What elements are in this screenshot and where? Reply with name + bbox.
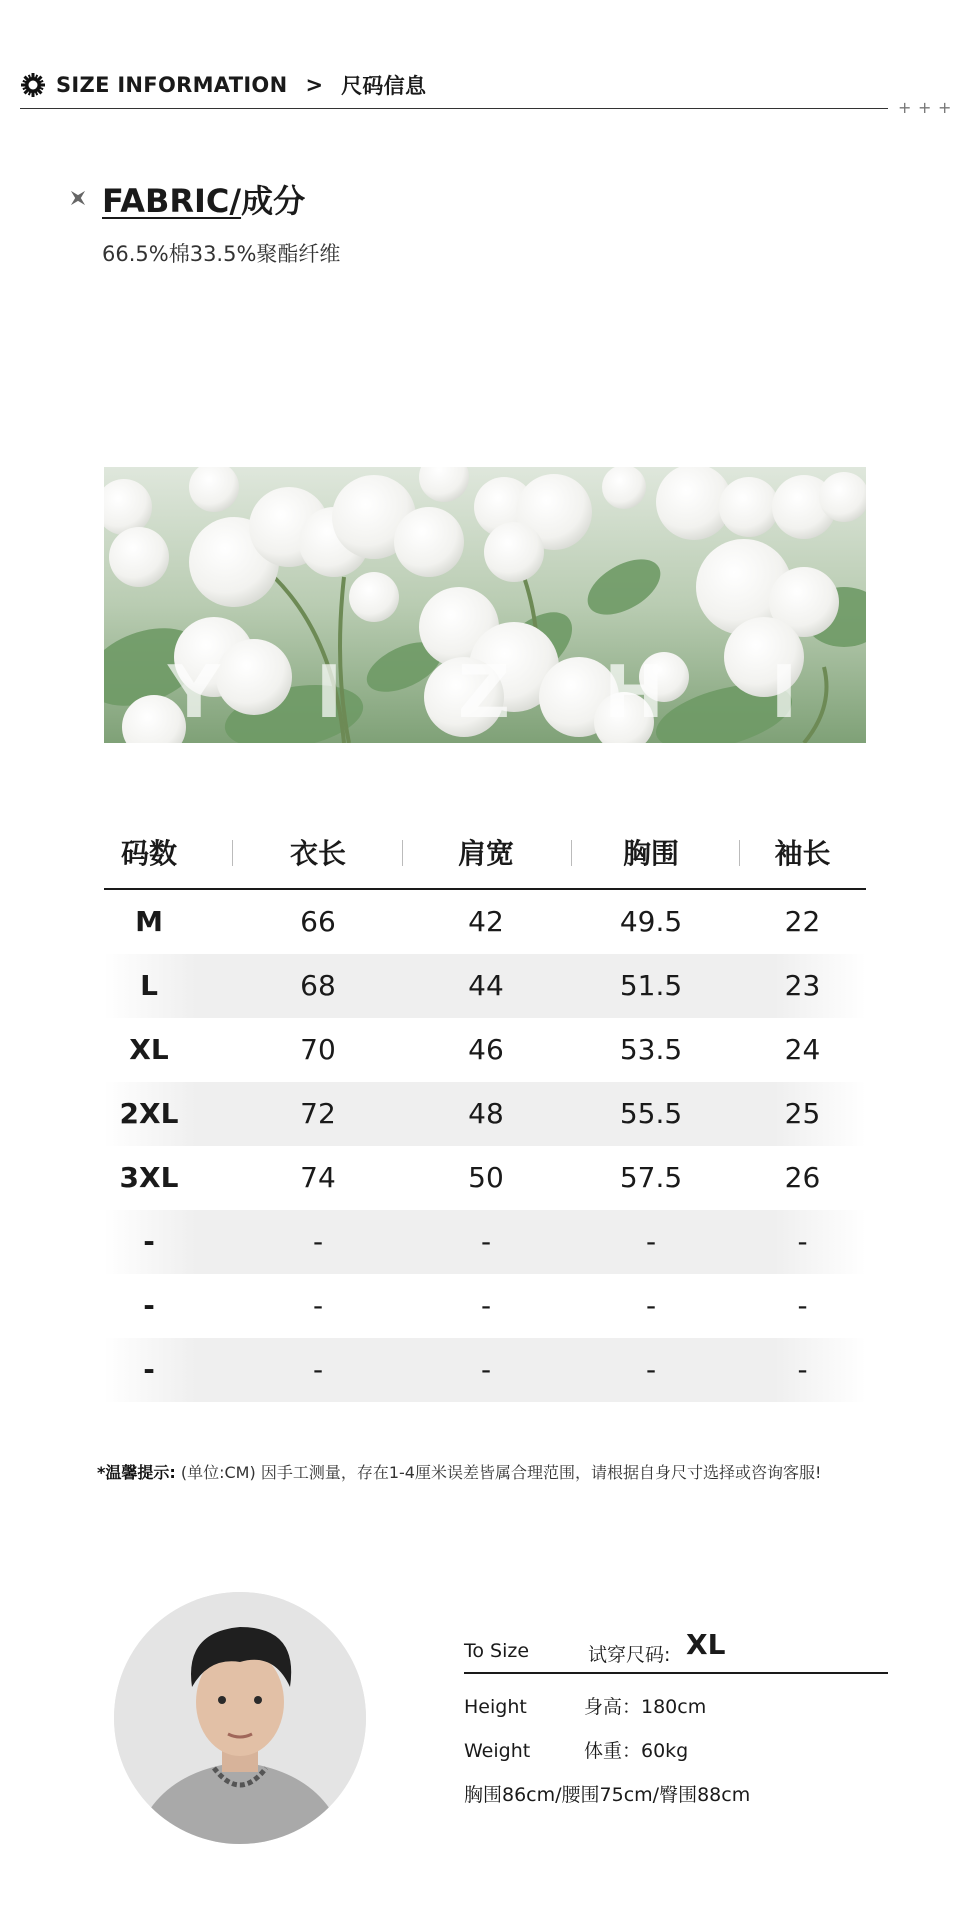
watermark-letter: Z <box>457 650 511 734</box>
star-icon <box>66 186 90 210</box>
col-header-length: 衣长 <box>289 837 346 870</box>
watermark-letter: H <box>603 650 665 734</box>
header-title-cn: 尺码信息 <box>341 74 427 98</box>
table-row <box>104 1018 866 1082</box>
cell-length: 74 <box>300 1161 336 1194</box>
cell-size: L <box>140 969 158 1002</box>
note-label: *温馨提示: <box>97 1463 176 1482</box>
gear-icon <box>20 72 46 98</box>
cell-size: 3XL <box>119 1161 179 1194</box>
cell-length: - <box>312 1289 324 1322</box>
fabric-title-en: FABRIC/ <box>102 182 242 220</box>
to-size-label: To Size <box>464 1640 530 1662</box>
cell-length: 70 <box>300 1033 336 1066</box>
table-row <box>104 1338 866 1402</box>
cell-shoulder: - <box>480 1225 492 1258</box>
cotton-field-image <box>104 467 866 743</box>
cell-shoulder: 48 <box>468 1097 504 1130</box>
model-avatar <box>114 1592 366 1844</box>
cell-size: - <box>143 1353 155 1386</box>
cell-shoulder: - <box>480 1353 492 1386</box>
col-header-size: 码数 <box>120 837 177 870</box>
cell-size: M <box>135 905 163 938</box>
table-row <box>104 1082 866 1146</box>
cell-sleeve: - <box>797 1353 808 1386</box>
cell-size: - <box>143 1289 155 1322</box>
header-separator <box>232 840 233 866</box>
cell-length: 66 <box>300 905 336 938</box>
try-size-label: 试穿尺码: <box>588 1644 671 1666</box>
cell-chest: - <box>645 1225 657 1258</box>
cell-shoulder: 42 <box>468 905 504 938</box>
cell-chest: 57.5 <box>619 1161 683 1194</box>
cell-length: 72 <box>300 1097 336 1130</box>
cell-shoulder: - <box>480 1289 492 1322</box>
table-row <box>104 1146 866 1210</box>
weight-row <box>464 1736 688 1763</box>
cell-sleeve: - <box>797 1289 808 1322</box>
try-size-value: XL <box>686 1628 726 1661</box>
cell-length: 68 <box>300 969 336 1002</box>
cell-length: - <box>312 1353 324 1386</box>
cell-shoulder: 46 <box>468 1033 504 1066</box>
header-divider <box>20 108 888 109</box>
weight-label: Weight <box>464 1740 531 1762</box>
section-header <box>20 70 426 100</box>
size-table <box>104 820 866 1402</box>
header-title-en: SIZE INFORMATION <box>56 73 288 97</box>
table-row <box>104 1210 866 1274</box>
fabric-title-cn: 成分 <box>241 182 306 220</box>
cell-chest: - <box>645 1353 657 1386</box>
cell-chest: 55.5 <box>619 1097 683 1130</box>
cell-size: 2XL <box>119 1097 179 1130</box>
measurements-row: 胸围86cm/腰围75cm/臀围88cm <box>464 1784 751 1806</box>
measurement-note <box>97 1460 821 1483</box>
cell-shoulder: 50 <box>468 1161 504 1194</box>
table-row <box>104 1274 866 1338</box>
header-separator: > <box>305 73 324 97</box>
try-size-row <box>464 1628 888 1674</box>
col-header-chest: 胸围 <box>622 837 679 870</box>
cell-sleeve: 24 <box>784 1033 821 1066</box>
plus-mark: + <box>898 98 912 117</box>
watermark-letter: Y <box>167 650 221 734</box>
watermark-letter: I <box>315 650 343 734</box>
plus-mark: + <box>918 98 932 117</box>
cell-sleeve: - <box>797 1225 808 1258</box>
cell-chest: 51.5 <box>619 969 683 1002</box>
col-header-sleeve: 袖长 <box>774 837 831 870</box>
height-value: 身高：180cm <box>584 1696 707 1718</box>
table-row <box>104 890 866 954</box>
fabric-title <box>102 176 305 222</box>
height-label: Height <box>464 1696 527 1718</box>
cell-chest: 49.5 <box>619 905 683 938</box>
table-body <box>104 890 866 1402</box>
cell-size: - <box>143 1225 155 1258</box>
weight-value: 体重：60kg <box>584 1740 689 1762</box>
cell-chest: 53.5 <box>619 1033 683 1066</box>
table-header <box>104 820 866 890</box>
cell-sleeve: 25 <box>784 1097 821 1130</box>
note-text: (单位:CM) 因手工测量，存在1-4厘米误差皆属合理范围，请根据自身尺寸选择或咨询客服! <box>180 1463 822 1482</box>
cell-sleeve: 26 <box>784 1161 821 1194</box>
cell-sleeve: 23 <box>784 969 821 1002</box>
cell-chest: - <box>645 1289 657 1322</box>
cell-sleeve: 22 <box>784 905 821 938</box>
fabric-composition: 66.5%棉33.5%聚酯纤维 <box>102 242 341 266</box>
watermark-letter: I <box>770 650 798 734</box>
height-row <box>464 1692 706 1719</box>
cell-size: XL <box>129 1033 169 1066</box>
cell-length: - <box>312 1225 324 1258</box>
table-row <box>104 954 866 1018</box>
cell-shoulder: 44 <box>468 969 504 1002</box>
plus-mark: + <box>938 98 952 117</box>
col-header-shoulder: 肩宽 <box>457 837 514 870</box>
